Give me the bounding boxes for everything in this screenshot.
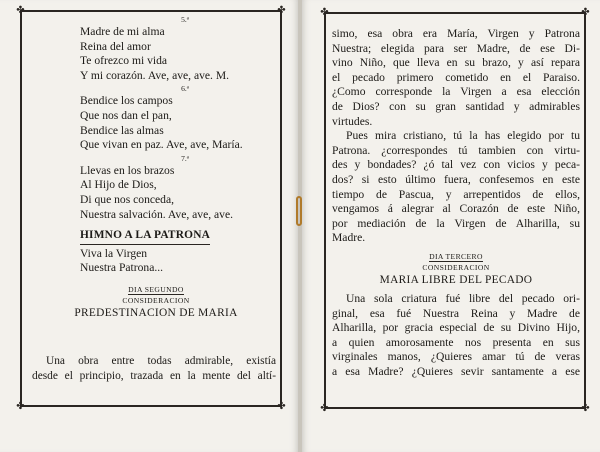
right-page-content	[332, 27, 580, 379]
corner-ornament-icon: ✤	[581, 403, 590, 414]
consideration-label: CONSIDERACION	[422, 262, 490, 272]
prose-line: Una obra entre todas admirable, existía	[46, 355, 276, 367]
day-heading: DIA SEGUNDO	[128, 284, 184, 294]
verse-line: Nuestra salvación. Ave, ave, ave.	[80, 207, 234, 221]
verse-line: Di que nos conceda,	[80, 192, 175, 206]
verse-line: Que vivan en paz. Ave, ave, María.	[80, 138, 243, 152]
prose-line: de Dios? con su gran santidad y admirables	[332, 99, 580, 113]
prose-line: virtudes.	[332, 114, 373, 128]
section-title: MARIA LIBRE DEL PECADO	[379, 273, 533, 286]
verse-line: Nuestra Patrona...	[80, 261, 164, 275]
consideration-label: CONSIDERACION	[122, 295, 190, 305]
corner-ornament-icon: ✤	[277, 5, 286, 16]
corner-ornament-icon: ✤	[320, 7, 329, 18]
prose-line: vino Niño, que lleva en su brazo, y así repara	[332, 56, 580, 70]
prose-line: a esa Madre? ¿Quieres sevir santamente a ese	[332, 364, 580, 378]
verse-line: Que nos dan el pan,	[80, 108, 172, 122]
corner-ornament-icon: ✤	[16, 5, 25, 16]
stanza-number: 7.ª	[181, 153, 189, 163]
prose-line: Una sola criatura fué libre del pecado ori-	[346, 291, 580, 305]
hymn-title: HIMNO A LA PATRONA	[80, 228, 210, 245]
left-prose	[32, 354, 276, 384]
verse-line: Bendice las almas	[80, 123, 164, 137]
verse-line: Y mi corazón. Ave, ave, ave. M.	[80, 68, 230, 82]
prose-line: Patrona. ¿correspondes tú tambien con virtu-	[332, 143, 580, 157]
prose-line: des y bondades? ¿ó tal vez con vicios y peca-	[332, 158, 580, 172]
corner-ornament-icon: ✤	[581, 7, 590, 18]
prose-line: Alharilla, por gracia especial de su Divino Hijo,	[332, 321, 580, 335]
prose-line: ¿Como corresponde la Virgen a esa elección	[332, 85, 580, 99]
verse-line: Madre de mi alma	[80, 25, 165, 38]
stanza-number: 6.ª	[181, 84, 189, 94]
section-title: PREDESTINACION DE MARIA	[74, 306, 238, 319]
day-heading: DIA TERCERO	[429, 251, 483, 261]
verse-line: Te ofrezco mi vida	[80, 54, 168, 68]
verse-line: Viva la Virgen	[80, 246, 148, 260]
prose-line: simo, esa obra era María, Virgen y Patrona	[332, 27, 580, 40]
prose-line: vengamos á alegrar al Corazón de este Niño,	[332, 202, 580, 216]
prose-line: tiempo de Pascua, y arrepentidos de ellos,	[332, 187, 580, 201]
prose-line: virginales manos, ¿Quieres amar tú de veras	[332, 350, 580, 364]
prose-line: por mediación de la Virgen de Alharilla, su	[332, 216, 580, 230]
corner-ornament-icon: ✤	[320, 403, 329, 414]
prose-line: el pecado primero cometido en el Paraiso.	[332, 70, 580, 84]
verse-line: Bendice los campos	[80, 94, 173, 108]
staple	[296, 196, 302, 226]
verse-line: Al Hijo de Dios,	[80, 178, 157, 192]
prose-line: desde el principio, trazada en la mente del altí-	[32, 370, 276, 382]
corner-ornament-icon: ✤	[16, 401, 25, 412]
prose-line: dos? si esto último fuera, confesemos en este	[332, 172, 580, 186]
verse-line: Reina del amor	[80, 39, 151, 53]
prose-line: Pues mira cristiano, tú la has elegido por tu	[346, 129, 580, 143]
corner-ornament-icon: ✤	[277, 401, 286, 412]
prose-line: ginal, esa fué Nuestra Reina y Madre de	[332, 306, 580, 320]
prose-line: Madre.	[332, 231, 366, 245]
prose-line: Nuestra; elegida para ser Madre, de ese Di-	[332, 41, 580, 55]
verse-line: Llevas en los brazos	[80, 163, 175, 177]
stanza-number: 5.ª	[181, 15, 189, 24]
prose-line: a quien amorosamente nos presenta en sus	[332, 335, 580, 349]
left-page-content	[74, 14, 280, 321]
